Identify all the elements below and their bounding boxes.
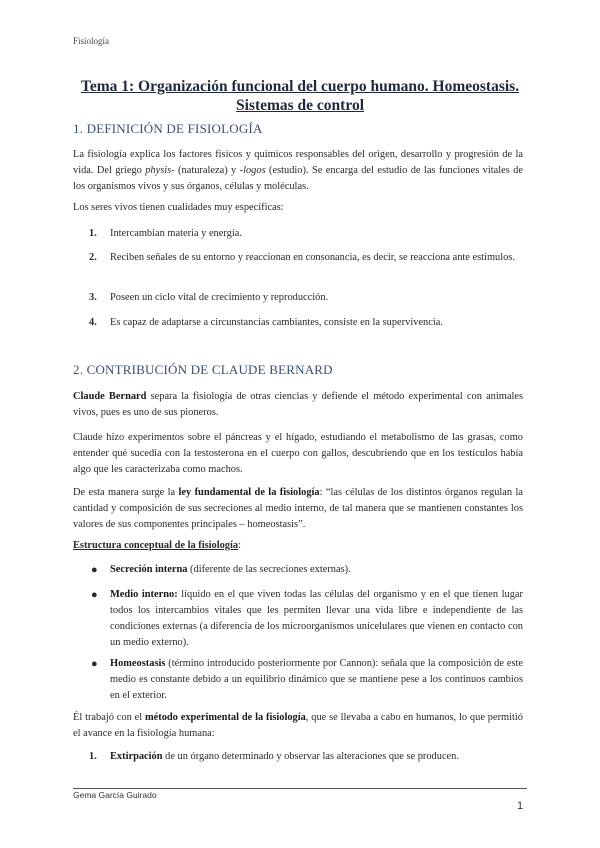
bullet-item: [91, 656, 523, 704]
section-heading-2: 2. CONTRIBUCIÓN DE CLAUDE BERNARD: [73, 362, 333, 377]
list-number: 4.: [89, 317, 97, 328]
list-number: 1.: [89, 751, 97, 762]
text-run: :: [238, 540, 241, 551]
list-number: 1.: [89, 228, 97, 239]
page-number: 1: [517, 800, 524, 812]
text-run: Él trabajó con el: [73, 712, 145, 723]
bullet-text: [110, 562, 523, 578]
list-item: [91, 250, 523, 266]
underlined-heading: Estructura conceptual de la fisiología: [73, 540, 239, 551]
list-number: 2.: [89, 252, 97, 263]
text-run: separa la fisiología de otras ciencias y defiende el método experimental con animales vivos, pues es uno de sus pioneros.: [73, 391, 523, 418]
text-run: (estudio). Se encarga del estudio de las funciones vitales de los organismos vivos y sus órganos, células y moléculas.: [73, 165, 523, 192]
paragraph-definition: [73, 147, 523, 195]
bullet-text: [110, 587, 523, 651]
text-run: (diferente de las secreciones externas).: [187, 564, 351, 575]
paragraph-experimental-method: [73, 710, 523, 742]
footer-author: Gema García Guirado: [73, 790, 157, 800]
paragraph-experiments: Claude hizo experimentos sobre el páncreas y el hígado, estudiando el metabolismo de las grasas, como entender qué sucedía con la testosterona en el cuerpo con gallos, descubriendo que en los testículos había algo que les caracterizaba como machos.: [73, 432, 523, 475]
list-item: [91, 290, 523, 306]
italic-term: physis-: [145, 165, 175, 176]
bold-term: Claude Bernard: [73, 391, 147, 402]
title-line-1: Tema 1: Organización funcional del cuerpo humano. Homeostasis.: [80, 78, 520, 95]
text-run: (naturaleza) y: [174, 165, 240, 176]
list-text: Es capaz de adaptarse a circunstancias cambiantes, consiste en la supervivencia.: [110, 317, 443, 328]
paragraph-bernard: [73, 389, 523, 421]
list-item: [91, 315, 523, 331]
text-run: (término introducido posteriormente por Cannon): señala que la composición de este medio es constante debido a un equilibrio dinámico que se mantiene pese a los continuos cambios en el exterior.: [110, 658, 523, 701]
list-number: 3.: [89, 292, 97, 303]
structure-heading: [73, 538, 523, 554]
bullet-icon: ●: [91, 658, 98, 670]
bold-term: ley fundamental de la fisiología: [178, 487, 320, 498]
footer-divider: [73, 788, 527, 789]
page-header: Fisiología: [73, 36, 110, 46]
list-item: [91, 749, 523, 765]
bold-term: Extirpación: [110, 751, 163, 762]
list-text: [110, 749, 523, 765]
text-run: De esta manera surge la: [73, 487, 179, 498]
bullet-text: [110, 656, 523, 704]
paragraph-qualities-intro: Los seres vivos tienen cualidades muy específicas:: [73, 202, 284, 213]
list-text: Reciben señales de su entorno y reaccionan en consonancia, es decir, se reacciona ante estímulos.: [110, 252, 515, 263]
italic-term: -logos: [239, 165, 266, 176]
list-text: Poseen un ciclo vital de crecimiento y reproducción.: [110, 292, 329, 303]
bullet-item: [91, 587, 523, 651]
title-line-2: Sistemas de control: [235, 97, 364, 114]
bold-term: método experimental de la fisiología: [144, 712, 306, 723]
text-run: de un órgano determinado y observar las alteraciones que se producen.: [162, 751, 459, 762]
bullet-icon: ●: [91, 589, 98, 601]
text-run: , que se llevaba a cabo en humanos, lo que permitió el avance en la fisiología humana:: [73, 712, 523, 739]
bold-term: Medio interno:: [110, 589, 178, 600]
bold-term: Secreción interna: [110, 564, 188, 575]
document-title: [70, 77, 530, 115]
bold-term: Homeostasis: [110, 658, 166, 669]
text-run: : “las células de los distintos órganos regulan la cantidad y composición de sus secreciones al medio interno, de tal manera que se mantienen constantes los valores de sus componentes principales – homeostasis”.: [73, 487, 523, 530]
list-text: Intercambian materia y energía.: [110, 228, 242, 239]
paragraph-fundamental-law: [73, 485, 523, 533]
section-heading-1: 1. DEFINICIÓN DE FISIOLOGÍA: [73, 121, 263, 136]
list-item: [91, 226, 523, 242]
bullet-item: [91, 562, 523, 578]
text-run: La fisiología explica los factores físicos y químicos responsables del origen, desarrollo y progresión de la vida. Del griego: [73, 149, 523, 176]
bullet-icon: ●: [91, 564, 98, 576]
text-run: líquido en el que viven todas las células del organismo y en el que tienen lugar todos los intercambios vitales que les permiten llevar una vida libre e independiente de las condiciones externas (a diferencia de los microorganismos unicelulares que vienen en contacto con un medio externo).: [110, 589, 523, 648]
